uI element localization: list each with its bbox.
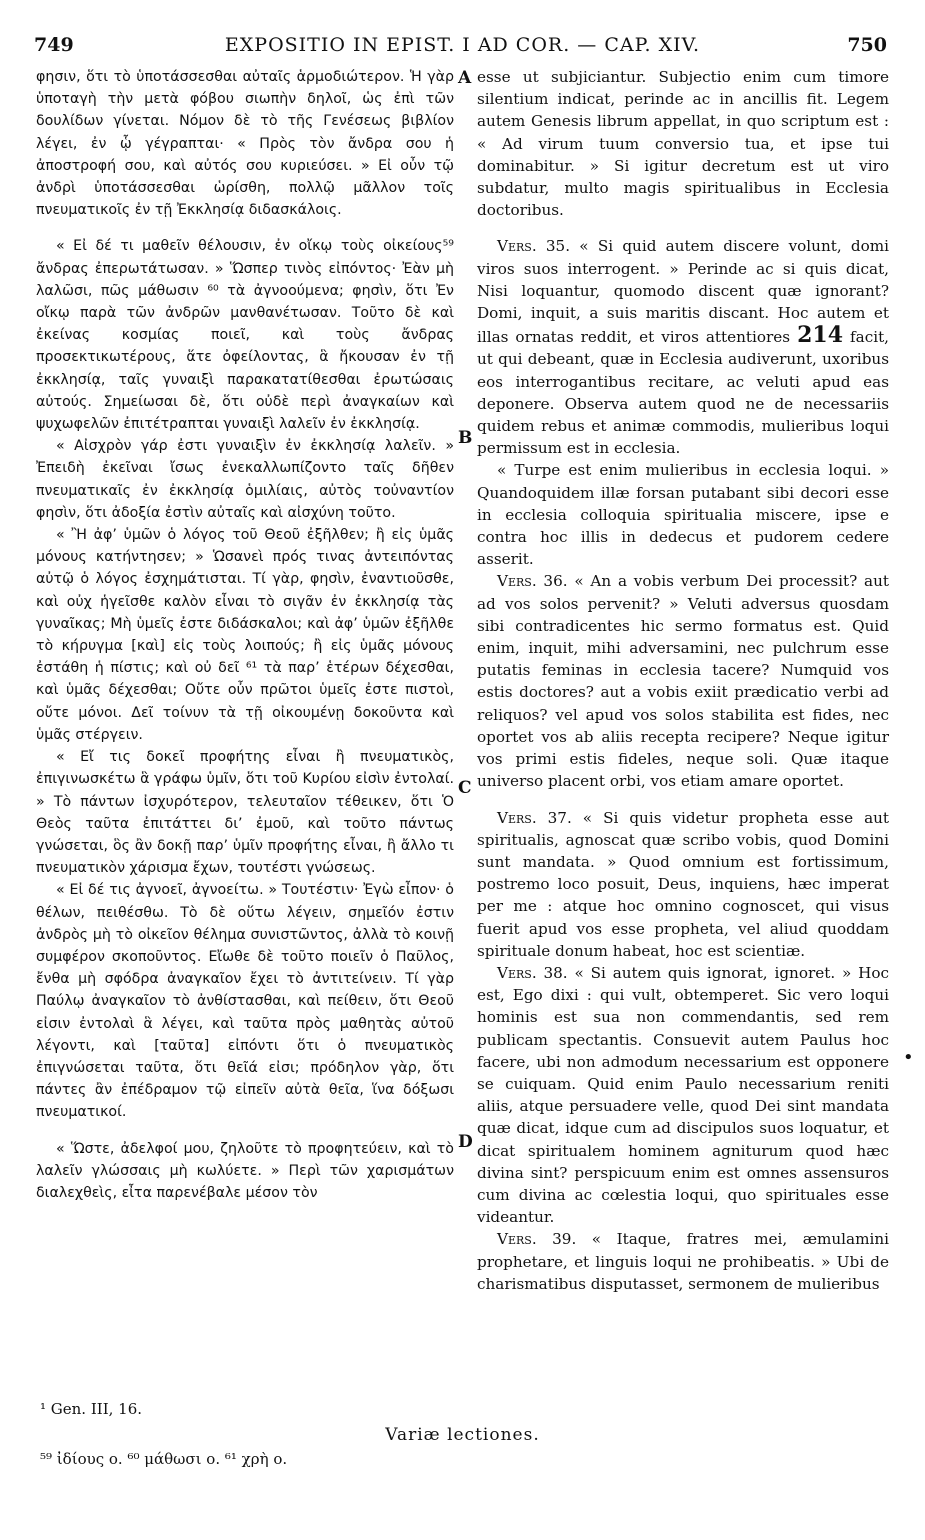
latin-paragraph-v35 bbox=[477, 235, 889, 459]
running-title: EXPOSITIO IN EPIST. I AD COR. — CAP. XIV. bbox=[224, 34, 701, 56]
verse-text: « Itaque, fratres mei, æmulamini prophetare, et linguis loqui ne prohibeatis. » Ubi de charismatibus disputasset, sermonem de mulieribus bbox=[477, 1230, 889, 1293]
greek-paragraph: « Εἴ τις δοκεῖ προφήτης εἶναι ἢ πνευματικὸς, ἐπιγινωσκέτω ἃ γράφω ὑμῖν, ὅτι τοῦ Κυρίου εἰσὶν ἐντολαί. » Τὸ πάντων ἰσχυρότερον, τελευταῖον τέθεικεν, ὅτι Ὁ Θεὸς ταῦτα ἐπιτάττει δι’ ἐμοῦ, καὶ τοῦτο πάντως γνώσεται, ὃς ἂν δοκῇ παρ’ ὑμῖν προφήτης εἶναι, ἢ ἄλλο τι πνευματικὸν χάρισμα ἔχων, τουτέστι γνώσεως. bbox=[36, 749, 454, 877]
greek-paragraph: « Αἰσχρὸν γάρ ἐστι γυναιξὶν ἐν ἐκκλησίᾳ λαλεῖν. » Ἐπειδὴ ἐκεῖναι ἴσως ἐνεκαλλωπίζοντο ταῖς δῆθεν πνευματικαῖς ἐν ἐκκλησίᾳ ὁμιλίαις, αὐτὸς τοὐναντίον φησὶν, ὅτι ἀδοξία ἐστὶν αὐταῖς καὶ αἰσχύνη τοῦτο. bbox=[36, 438, 454, 521]
verse-label: Vers. 36. bbox=[497, 572, 568, 591]
latin-paragraph: esse ut subjiciantur. Subjectio enim cum timore silentium indicat, perinde ac in ancillis fit. Legem autem Genesis librum appellat, in quo scriptum est : « Ad virum tuum conversio tua, et ipse tui dominabitur. » Si igitur decretum est ut viro subdatur, multo magis spiritualibus in Ecclesia doctoribus. bbox=[477, 68, 889, 220]
greek-column bbox=[36, 66, 454, 1204]
greek-paragraph: « Ὥστε, ἀδελφοί μου, ζηλοῦτε τὸ προφητεύειν, καὶ τὸ λαλεῖν γλώσσαις μὴ κωλύετε. » Περὶ τῶν χαρισμάτων διαλεχθεὶς, εἶτα παρενέβαλε μέσον τὸν bbox=[36, 1140, 454, 1201]
greek-paragraph: φησιν, ὅτι τὸ ὑποτάσσεσθαι αὐταῖς ἁρμοδιώτερον. Ἡ γὰρ ὑποταγὴ τὴν μετὰ φόβου σιωπὴν δηλοῖ, ὡς ἐπὶ τῶν δουλίδων γίνεται. Νόμον δὲ τὸ τῆς Γενέσεως βιβλίον λέγει, ἐν ᾧ γέγραπται· « Πρὸς τὸν ἄνδρα σου ἡ ἀποστροφή σου, καὶ αὐτός σου κυριεύσει. » Εἰ οὖν τῷ ἀνδρὶ ὑποτάσσεσθαι ὡρίσθη, πολλῷ μᾶλλον τοῖς πνευματικοῖς ἐν τῇ Ἐκκλησίᾳ διδασκάλοις. bbox=[36, 69, 454, 219]
page-number-right: 750 bbox=[847, 34, 887, 56]
margin-marker-b: B bbox=[458, 428, 473, 448]
latin-paragraph-v38 bbox=[477, 962, 889, 1228]
margin-dot: • bbox=[903, 1047, 914, 1068]
latin-paragraph-v39 bbox=[477, 1228, 889, 1295]
latin-paragraph: « Turpe est enim mulieribus in ecclesia loqui. » Quandoquidem illæ forsan putabant sibi decori esse in ecclesia colloquia spiritualia miscere, ipse e contra hoc illis in dedecus et pudorem cedere asserit. bbox=[477, 461, 889, 569]
greek-paragraph: « Εἰ δέ τις ἀγνοεῖ, ἀγνοείτω. » Τουτέστιν· Ἐγὼ εἶπον· ὁ θέλων, πειθέσθω. Τὸ δὲ οὕτω λέγειν, σημεῖόν ἐστιν ἀνδρὸς μὴ τὸ οἰκεῖον θέλημα συνιστῶντος, ἀλλὰ τὸ κοινῇ συμφέρον σκοποῦντος. Εἴωθε δὲ τοῦτο ποιεῖν ὁ Παῦλος, ἔνθα μὴ σφόδρα ἀναγκαῖον ἔχει τὸ ἀντιτείνειν. Τί γὰρ Παύλῳ ἀναγκαῖον τὸ ἀνθίστασθαι, καὶ πείθειν, ὅτι Θεοῦ εἰσιν ἐντολαὶ ἃ λέγει, καὶ ταῦτα πρὸς μαθητὰς αὐτοῦ λέγοντι, καὶ [ταῦτα] εἰπόντι ὅτι ὁ πνευματικὸς ἐπιγνώσεται ταῦτα, ὅτι θεῖά εἰσι; πρόδηλον γὰρ, ὅτι πάντες ἂν ἐπέδραμον τῷ εἰπεῖν αὐτὰ θεῖα, ἵνα δόξωσι πνευματικοί. bbox=[36, 882, 454, 1121]
margin-marker-a: A bbox=[458, 68, 472, 88]
latin-column bbox=[477, 66, 889, 1295]
latin-paragraph-v36 bbox=[477, 570, 889, 792]
verse-label: Vers. 37. bbox=[497, 808, 572, 827]
footnote: ¹ Gen. III, 16. bbox=[40, 1400, 143, 1418]
verse-text: « Si quis videtur propheta esse aut spiritualis, agnoscat quæ scribo vobis, quod Domini sunt mandata. » Quod omnium est fortissimum, postremo loco posuit, Deus, inquiens, hæc imperat per me : atque hoc omnino cognoscet, qui visus fuerit apud vos esse propheta, vel aliud quoddam spirituale donum habeat, hoc est scientiæ. bbox=[477, 808, 890, 960]
margin-marker-c: C bbox=[458, 778, 472, 798]
margin-marker-d: D bbox=[458, 1132, 473, 1152]
verse-label: Vers. 35. bbox=[497, 237, 571, 256]
page-number-left: 749 bbox=[34, 34, 74, 56]
greek-paragraph: « Εἰ δέ τι μαθεῖν θέλουσιν, ἐν οἴκῳ τοὺς οἰκείους⁵⁹ ἄνδρας ἐπερωτάτωσαν. » Ὥσπερ τινὸς εἰπόντος· Ἐὰν μὴ λαλῶσι, πῶς μάθωσιν ⁶⁰ τὰ ἀγνοούμενα; φησὶν, ὅτι Ἐν οἴκῳ παρὰ τῶν ἀνδρῶν μανθανέτωσαν. Τοῦτο δὲ καὶ ἐκείνας κοσμίας ποιεῖ, καὶ τοὺς ἄνδρας προσεκτικωτέρους, ἅτε ὀφείλοντας, ἃ ἤκουσαν ἐν τῇ ἐκκλησίᾳ, ταῖς γυναιξὶ παρακατατίθεσθαι ἐρωτώσαις αὐτούς. Σημείωσαι δὲ, ὅτι οὐδὲ περὶ ἀναγκαίων καὶ ψυχωφελῶν ἐπιτέτραπται γυναιξὶ λαλεῖν ἐν ἐκκλησίᾳ. bbox=[36, 238, 454, 433]
variae-lectiones-heading: Variæ lectiones. bbox=[385, 1425, 540, 1445]
column-number: 214 bbox=[797, 322, 844, 349]
page-header bbox=[0, 24, 925, 58]
verse-label: Vers. 38. bbox=[497, 963, 568, 982]
verse-text: « An a vobis verbum Dei processit? aut ad vos solos pervenit? » Veluti adversus quosdam sibi contradicentes hic sermo formatus est. Quid enim, inquit, mihi adversamini, nec pulchrum esse putatis feminas in ecclesia tacere? Numquid vos estis doctores? aut a vobis exiit prædicatio verbi ad reliquos? vel apud vos solos stabilita est fides, nec oportet vos ab aliis recepta recipere? Neque igitur vos primi estis fideles, neque soli. Quæ itaque universo placent orbi, vos etiam amare oportet. bbox=[477, 572, 889, 791]
verse-text: « Si quid autem discere volunt, domi viros suos interrogent. » Perinde ac si quis dicat, Nisi loquantur, quomodo discent quæ ignorant? Domi, inquit, a suis maritis discant. Hoc autem et illas ornatas reddit, et viros attentiores bbox=[477, 237, 890, 347]
greek-paragraph: « Ἢ ἀφ’ ὑμῶν ὁ λόγος τοῦ Θεοῦ ἐξῆλθεν; ἢ εἰς ὑμᾶς μόνους κατήντησεν; » Ὡσανεὶ πρός τινας ἀντειπόντας αὐτῷ ὁ λόγος ἐσχημάτισται. Τί γὰρ, φησὶν, ἐναντιοῦσθε, καὶ οὐχ ἡγεῖσθε καλὸν εἶναι τὸ σιγᾶν ἐν ἐκκλησίᾳ τὰς γυναῖκας; Μὴ ὑμεῖς ἐστε διδάσκαλοι; καὶ ἀφ’ ὑμῶν ἐξῆλθε τὸ κήρυγμα [καὶ] εἰς τοὺς λοιπούς; ἢ εἰς ὑμᾶς μόνους ἐστάθη ἡ πίστις; καὶ οὐ δεῖ ⁶¹ τὰ παρ’ ἑτέρων δέχεσθαι, καὶ ὑμᾶς δέχεσθαι; Οὔτε οὖν πρῶτοι ὑμεῖς ἐστε πιστοὶ, οὔτε μόνοι. Δεῖ τοίνυν τὰ τῇ οἰκουμένῃ δοκοῦντα καὶ ὑμᾶς στέργειν. bbox=[36, 527, 454, 743]
latin-paragraph-v37 bbox=[477, 807, 889, 962]
variant-readings: ⁵⁹ ἰδίους ο. ⁶⁰ μάθωσι ο. ⁶¹ χρὴ ο. bbox=[40, 1450, 288, 1468]
verse-text: « Si autem quis ignorat, ignoret. » Hoc est, Ego dixi : qui vult, obtemperet. Sic vero loqui hominis est sua non commendantis, sed rem publicam spectantis. Consuevit autem Paulus hoc facere, ubi non admodum necessarium est opponere se cuiquam. Quid enim Paulo necessarium reniti aliis, atque persuadere velle, quod Dei sint mandata quæ dicat, idque cum ad discipulos suos loquatur, et dicat spiritualem hominem agniturum quod hæc divina sint? perspicuum enim est omnes assensuros cum divina ac cœlestia loqui, quo spirituales esse videantur. bbox=[477, 963, 890, 1227]
verse-label: Vers. 39. bbox=[497, 1230, 577, 1249]
verse-text: facit, ut qui debeant, quæ in Ecclesia audiverunt, uxoribus eos interrogantibus recitare, ac veluti apud eas deponere. Observa autem quod ne de necessariis quidem rebus et animæ commodis, mulieribus loqui permissum est in ecclesia. bbox=[477, 328, 890, 458]
